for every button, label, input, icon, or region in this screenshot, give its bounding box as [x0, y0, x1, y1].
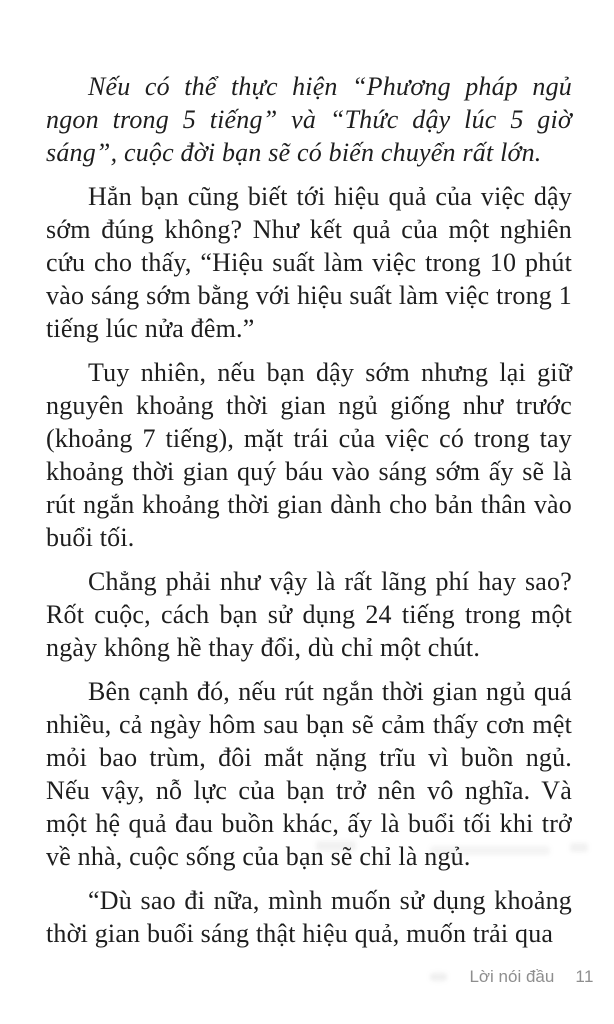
- scan-artifact: [570, 843, 588, 852]
- scan-artifact: [430, 973, 447, 981]
- page-footer: [469, 967, 594, 987]
- body-paragraph: “Dù sao đi nữa, mình muốn sử dụng khoảng thời gian buổi sáng thật hiệu quả, muốn trải qua: [46, 886, 572, 948]
- body-paragraph: Tuy nhiên, nếu bạn dậy sớm nhưng lại giữ nguyên khoảng thời gian ngủ giống như trước (khoảng 7 tiếng), mặt trái của việc có trong tay khoảng thời gian quý báu vào sáng sớm ấy sẽ là rút ngắn khoảng thời gian dành cho bản thân vào buổi tối.: [46, 358, 572, 552]
- footer-page-number: 11: [575, 967, 594, 986]
- scan-artifact: [316, 841, 356, 851]
- page-body: [46, 70, 572, 961]
- body-paragraph: Chẳng phải như vậy là rất lãng phí hay sao? Rốt cuộc, cách bạn sử dụng 24 tiếng trong một ngày không hề thay đổi, dù chỉ một chút.: [46, 567, 572, 662]
- scan-artifact: [430, 846, 550, 855]
- footer-section-label: Lời nói đầu: [469, 967, 555, 986]
- body-paragraph: Hẳn bạn cũng biết tới hiệu quả của việc dậy sớm đúng không? Như kết quả của một nghiên cứu cho thấy, “Hiệu suất làm việc trong 10 phút vào sáng sớm bằng với hiệu suất làm việc trong 1 tiếng lúc nửa đêm.”: [46, 182, 572, 343]
- intro-quote-paragraph: Nếu có thể thực hiện “Phương pháp ngủ ngon trong 5 tiếng” và “Thức dậy lúc 5 giờ sáng”, cuộc đời bạn sẽ có biến chuyển rất lớn.: [46, 72, 572, 167]
- body-paragraph: Bên cạnh đó, nếu rút ngắn thời gian ngủ quá nhiều, cả ngày hôm sau bạn sẽ cảm thấy cơn mệt mỏi bao trùm, đôi mắt nặng trĩu vì buồn ngủ. Nếu vậy, nỗ lực của bạn trở nên vô nghĩa. Và một hệ quả đau buồn khác, ấy là buổi tối khi trở về nhà, cuộc sống của bạn sẽ chỉ là ngủ.: [46, 677, 572, 871]
